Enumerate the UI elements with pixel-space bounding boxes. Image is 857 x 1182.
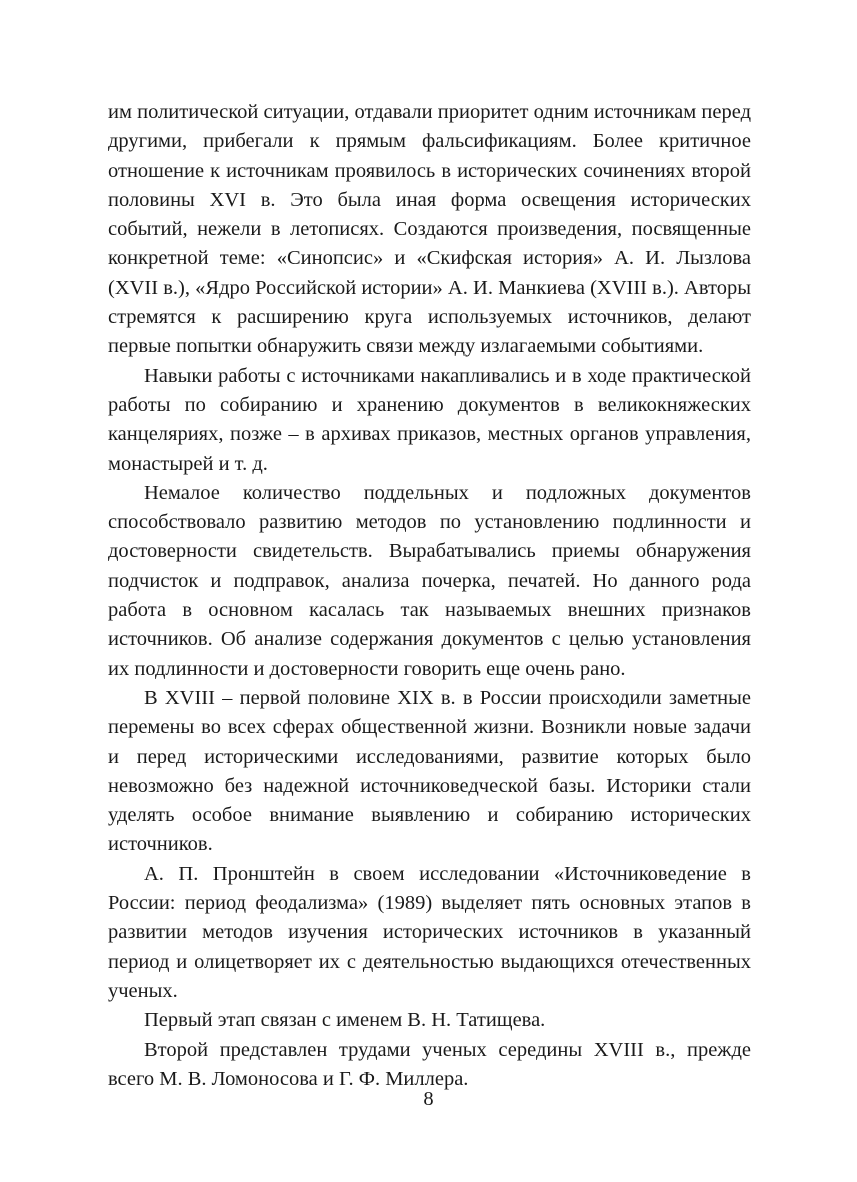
paragraph-5: А. П. Пронштейн в своем исследовании «Источниковедение в России: период феодализма» (1989) выделяет пять основных этапов в развитии методов изучения исторических источников в указанный период и олицетворяет их с деятельностью выдающихся отечественных ученых. xyxy=(108,862,751,1002)
paragraph-1: им политической ситуации, отдавали приоритет одним источникам перед другими, прибегали к прямым фальсификациям. Более критичное отношение к источникам проявилось в исторических сочинениях второй половины XVI в. Это была иная форма освещения исторических событий, нежели в летописях. Создаются произведения, посвященные конкретной теме: «Синопсис» и «Скифская история» А. И. Лызлова (XVII в.), «Ядро Российской истории» А. И. Манкиева (XVIII в.). Авторы стремятся к расширению круга используемых источников, делают первые попытки обнаружить связи между излагаемыми событиями. xyxy=(108,101,751,358)
page-body xyxy=(108,98,751,1094)
paragraph-2: Навыки работы с источниками накапливались и в ходе практической работы по собиранию и хранению документов в великокняжеских канцеляриях, позже – в архивах приказов, местных органов управления, монастырей и т. д. xyxy=(108,364,751,475)
paragraph-6: Первый этап связан с именем В. Н. Татищева. xyxy=(144,1009,546,1032)
page-number: 8 xyxy=(423,1088,434,1110)
paragraph-3: Немалое количество поддельных и подложных документов способствовало развитию методов по установлению подлинности и достоверности свидетельств. Вырабатывались приемы обнаружения подчисток и подправок, анализа почерка, печатей. Но данного рода работа в основном касалась так называемых внешних признаков источников. Об анализе содержания документов с целью установления их подлинности и достоверности говорить еще очень рано. xyxy=(108,481,751,680)
paragraph-4: В XVIII – первой половине XIX в. в России происходили заметные перемены во всех сферах общественной жизни. Возникли новые задачи и перед историческими исследованиями, развитие которых было невозможно без надежной источниковедческой базы. Историки стали уделять особое внимание выявлению и собиранию исторических источников. xyxy=(108,686,751,856)
paragraph-7: Второй представлен трудами ученых середины XVIII в., прежде всего М. В. Ломоносова и Г. Ф. Миллера. xyxy=(108,1038,751,1090)
